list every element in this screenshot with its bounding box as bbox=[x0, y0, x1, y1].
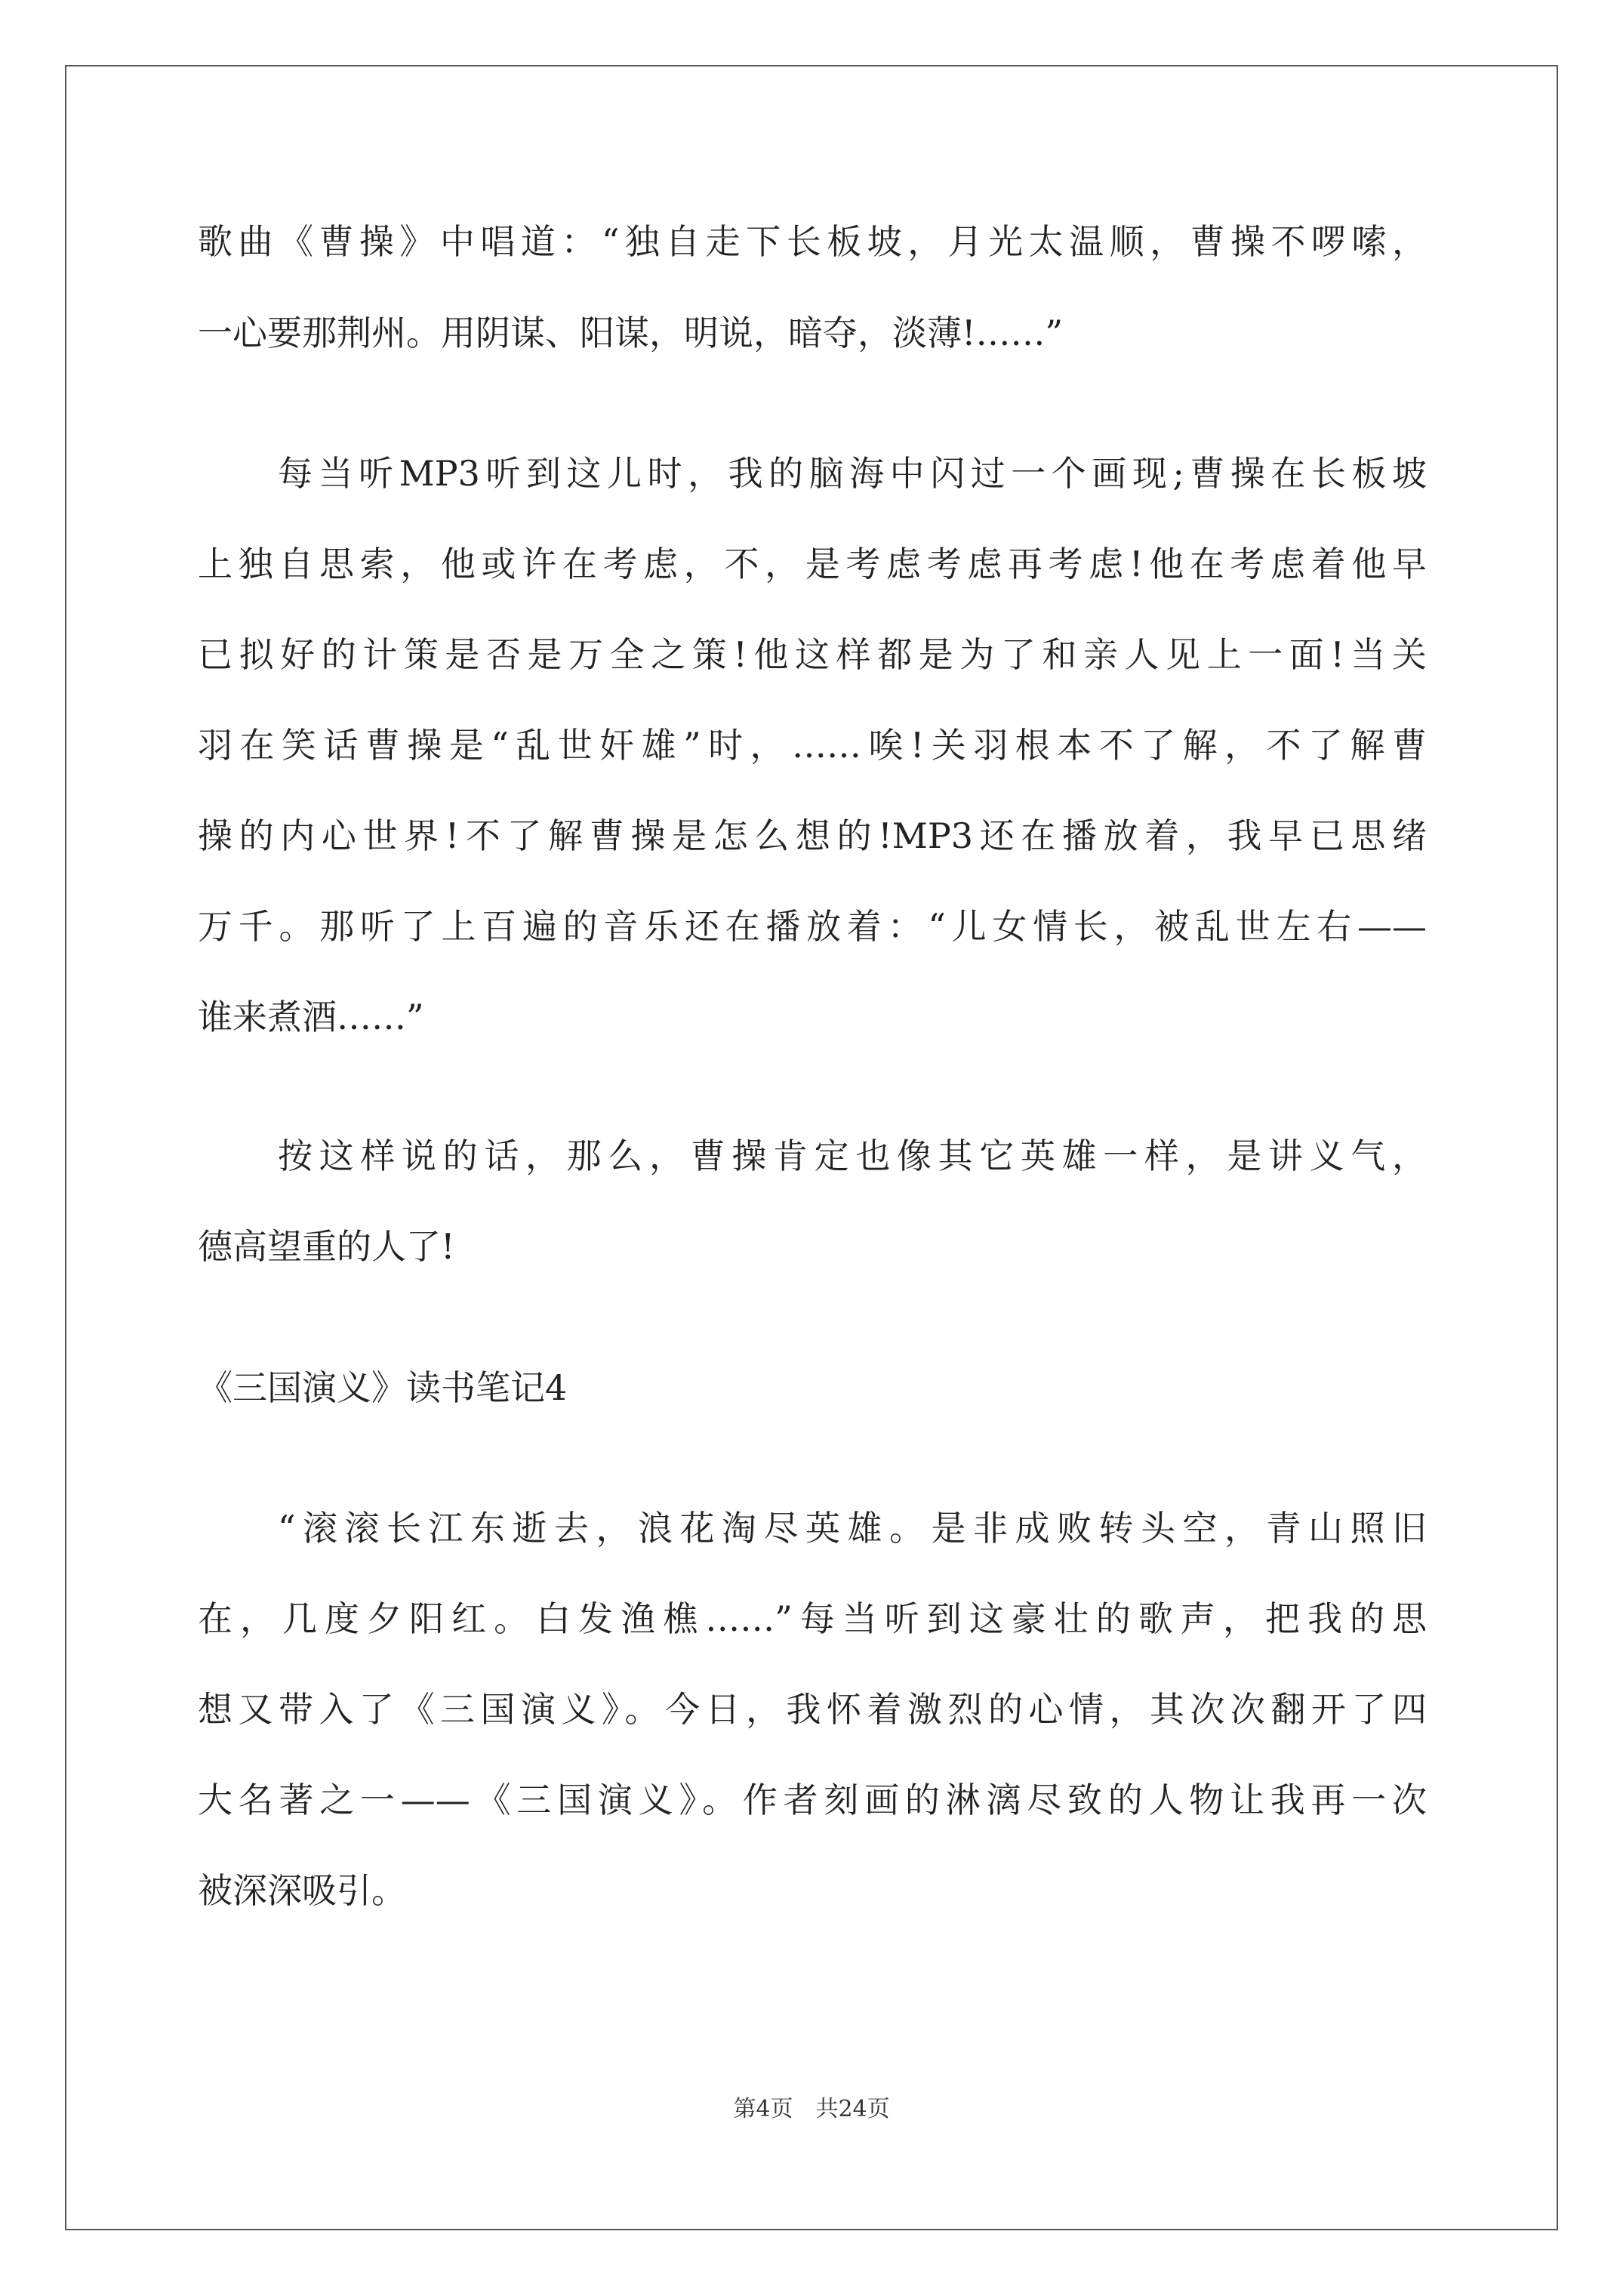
page-footer: 第4页 共24页 bbox=[733, 2096, 890, 2122]
paragraph-line: 上独自思索，他或许在考虑，不，是考虑考虑再考虑!他在考虑着他早 bbox=[198, 544, 1427, 584]
paragraph-line: 每当听MP3听到这儿时，我的脑海中闪过一个画现;曹操在长板坡 bbox=[278, 453, 1427, 494]
paragraph-line: 操的内心世界!不了解曹操是怎么想的!MP3还在播放着，我早已思绪 bbox=[198, 815, 1427, 856]
paragraph-line: 歌曲《曹操》中唱道：“独自走下长板坡，月光太温顺，曹操不啰嗦， bbox=[198, 221, 1427, 262]
paragraph-line: 大名著之一——《三国演义》。作者刻画的淋漓尽致的人物让我再一次 bbox=[198, 1780, 1427, 1820]
paragraph-line: “滚滚长江东逝去，浪花淘尽英雄。是非成败转头空，青山照旧 bbox=[278, 1508, 1427, 1549]
paragraph-line: 已拟好的计策是否是万全之策!他这样都是为了和亲人见上一面!当关 bbox=[198, 634, 1427, 675]
paragraph-line: 一心要那荆州。用阴谋、阳谋，明说，暗夺，淡薄!……” bbox=[198, 313, 1064, 353]
paragraph-line: 羽在笑话曹操是“乱世奸雄”时，……唉!关羽根本不了解，不了解曹 bbox=[198, 725, 1427, 766]
paragraph-line: 在，几度夕阳红。白发渔樵……”每当听到这豪壮的歌声，把我的思 bbox=[198, 1598, 1427, 1639]
paragraph-line: 想又带入了《三国演义》。今日，我怀着激烈的心情，其次次翻开了四 bbox=[198, 1689, 1427, 1730]
paragraph-line: 被深深吸引。 bbox=[198, 1870, 406, 1911]
paragraph-line: 万千。那听了上百遍的音乐还在播放着：“儿女情长，被乱世左右—— bbox=[198, 906, 1427, 947]
paragraph-line: 按这样说的话，那么，曹操肯定也像其它英雄一样，是讲义气， bbox=[278, 1136, 1427, 1176]
paragraph-line: 谁来煮酒……” bbox=[198, 997, 424, 1037]
section-heading: 《三国演义》读书笔记4 bbox=[198, 1367, 568, 1408]
paragraph-line: 德高望重的人了! bbox=[198, 1226, 455, 1267]
